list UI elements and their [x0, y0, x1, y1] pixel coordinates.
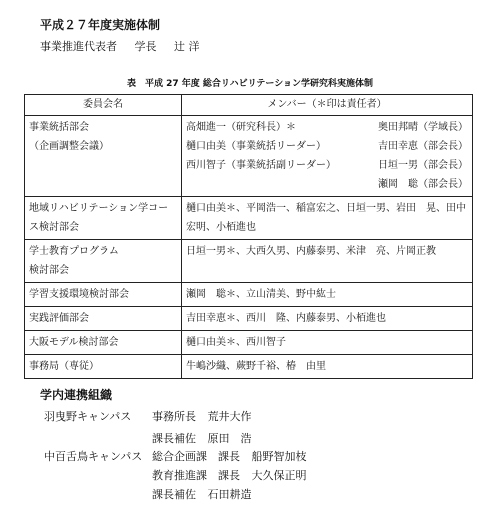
members-cell: 樋口由美＊、西川智子 — [182, 331, 473, 355]
member-right: 日垣一男（部会長） — [378, 160, 468, 171]
implementation-table — [24, 94, 473, 379]
person-name: 大久保正明 — [251, 469, 307, 482]
position-title: 総合企画課 課長 — [152, 450, 240, 463]
campus-habikino: 羽曳野キャンパス — [44, 410, 132, 423]
person-name: 原田 浩 — [207, 432, 252, 445]
members-cell: 日垣一男＊、大西久男、内藤泰男、米津 亮、片岡正教 — [182, 240, 473, 283]
member-left: 樋口由美（事業統括リーダー） — [186, 141, 326, 152]
table-row — [25, 283, 473, 307]
representative-line — [40, 40, 200, 54]
representative-role: 学長 — [134, 40, 157, 53]
committee-subname: （企画調整会議） — [29, 141, 109, 152]
habikino-line — [152, 432, 252, 446]
nakamozu-line — [152, 488, 252, 502]
members-cell: 吉田幸恵＊、西川 隆、内藤泰男、小栢進也 — [182, 307, 473, 331]
committee-name: 事業統括部会 — [29, 122, 89, 133]
representative-label: 事業推進代表者 — [40, 40, 117, 53]
table-row — [25, 355, 473, 379]
member-pair — [186, 175, 468, 194]
member-left: 西川智子（事業統括副リーダー） — [186, 160, 336, 171]
member-left: 高畑進一（研究科長）＊ — [186, 122, 296, 133]
member-right: 奥田邦晴（学域長） — [378, 122, 468, 133]
committee-cell — [25, 240, 182, 283]
table-row — [25, 240, 473, 283]
table-row — [25, 307, 473, 331]
representative-name: 辻 洋 — [174, 40, 200, 53]
section-title-implementation: 平成２７年度実施体制 — [40, 18, 161, 32]
committee-cell — [25, 116, 182, 197]
members-cell: 瀬岡 聡＊、立山清美、野中紘士 — [182, 283, 473, 307]
person-name: 石田耕造 — [207, 488, 252, 501]
table-row — [25, 116, 473, 197]
committee-cell: 大阪モデル検討部会 — [25, 331, 182, 355]
person-name: 船野智加枝 — [251, 450, 307, 463]
committee-cell: 学習支援環境検討部会 — [25, 283, 182, 307]
position-title: 課長補佐 — [152, 488, 196, 501]
member-pair — [186, 118, 468, 137]
position-title: 課長補佐 — [152, 432, 196, 445]
committee-cell: 実践評価部会 — [25, 307, 182, 331]
member-right: 瀬岡 聡（部会長） — [378, 179, 468, 190]
person-name: 荒井大作 — [207, 410, 252, 423]
table-row — [25, 197, 473, 240]
committee-cell: 地域リハビリテーション学コース検討部会 — [25, 197, 182, 240]
nakamozu-line — [152, 469, 307, 483]
committee-name: 学士教育プログラム — [29, 246, 119, 257]
member-pair — [186, 137, 468, 156]
member-pair — [186, 156, 468, 175]
members-cell: 牛嶋沙織、蕨野千裕、椿 由里 — [182, 355, 473, 379]
members-cell: 樋口由美＊、平岡浩一、稲富宏之、日垣一男、岩田 晃、田中宏明、小栢進也 — [182, 197, 473, 240]
table-header-row — [25, 95, 473, 116]
position-title: 教育推進課 課長 — [152, 469, 240, 482]
table-caption: 表 平成 27 年度 総合リハビリテーション学研究科実施体制 — [126, 79, 374, 89]
habikino-line — [152, 410, 252, 424]
members-cell — [182, 116, 473, 197]
header-committee: 委員会名 — [25, 95, 182, 116]
committee-subname: 検討部会 — [29, 265, 69, 276]
committee-cell: 事務局（専従） — [25, 355, 182, 379]
header-members: メンバー（＊印は責任者） — [182, 95, 473, 116]
nakamozu-line — [152, 450, 307, 464]
position-title: 事務所長 — [152, 410, 196, 423]
section-title-collaboration: 学内連携組織 — [40, 388, 113, 402]
member-right: 吉田幸恵（部会長） — [378, 141, 468, 152]
campus-nakamozu: 中百舌鳥キャンパス — [44, 450, 143, 463]
table-row — [25, 331, 473, 355]
